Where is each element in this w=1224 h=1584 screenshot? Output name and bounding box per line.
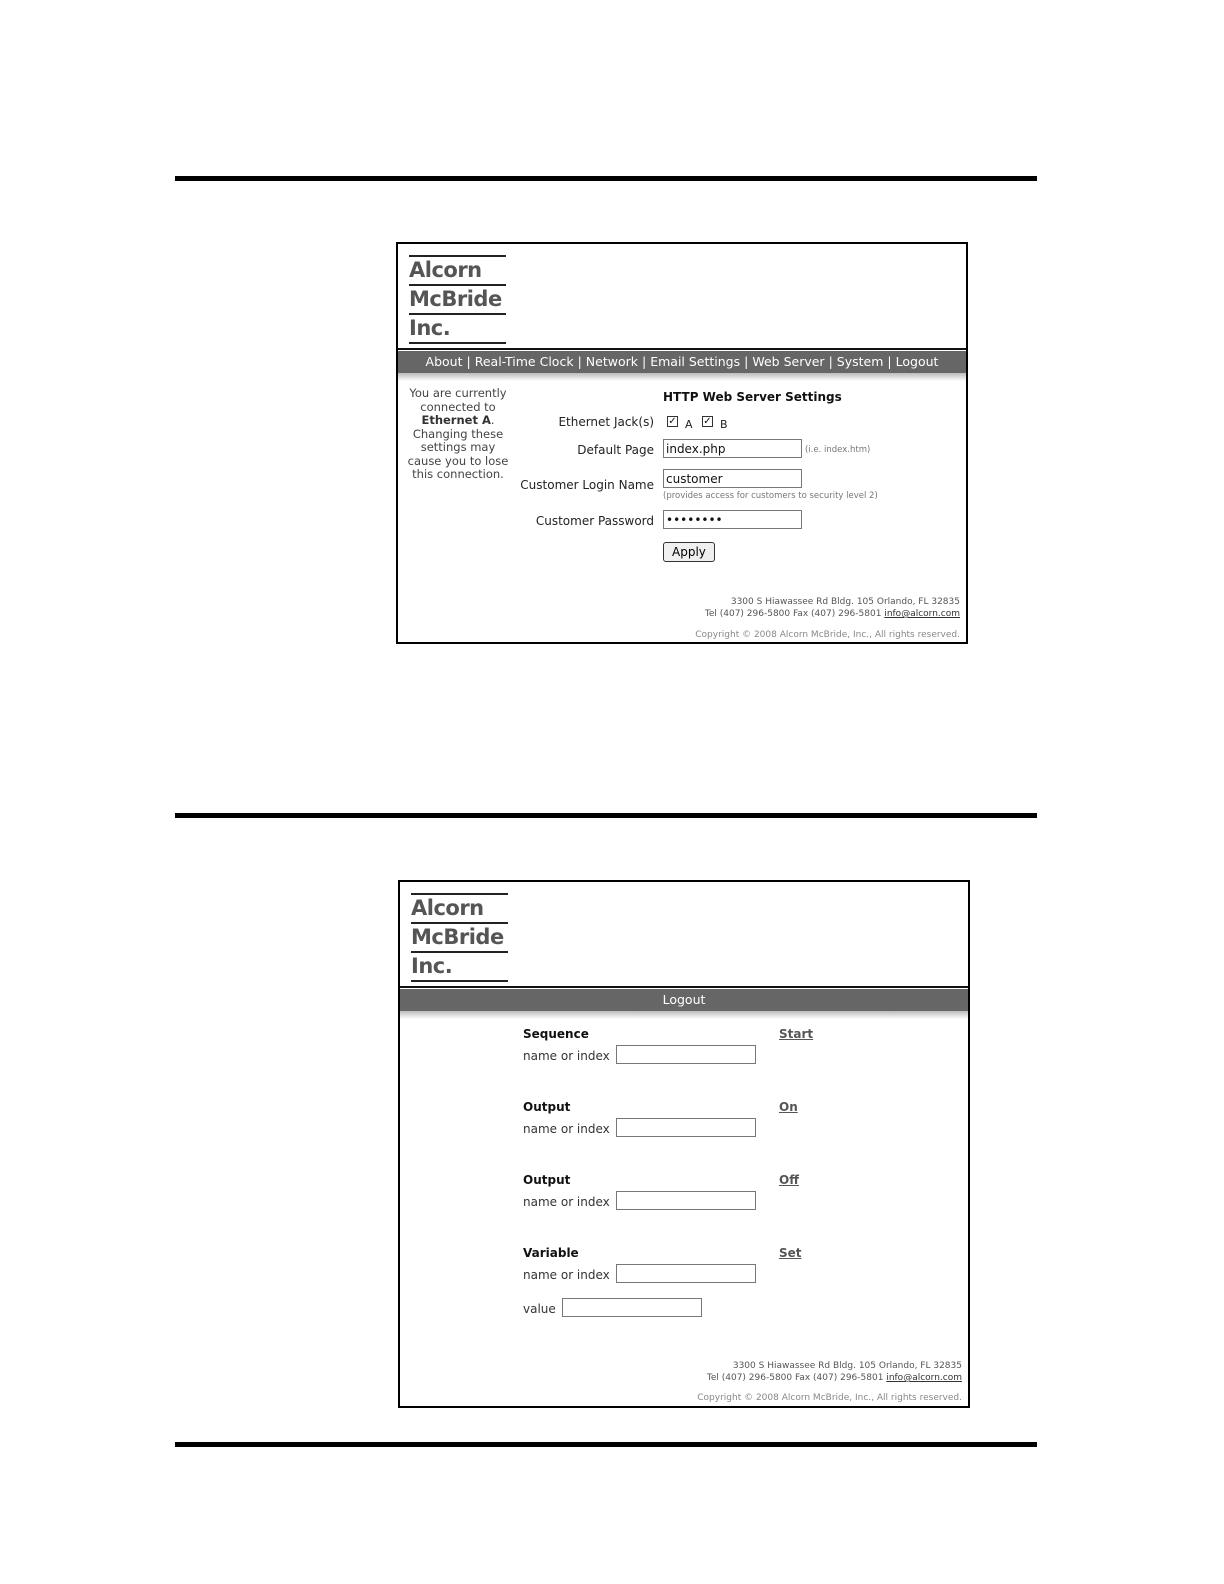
company-logo: [409, 255, 506, 344]
logo-line-2: McBride: [409, 287, 502, 311]
footer-contact: [705, 596, 960, 620]
logo-line-3: Inc.: [409, 316, 451, 340]
nav-logout[interactable]: Logout: [895, 354, 939, 369]
header-rule: [400, 986, 968, 988]
nav-about[interactable]: About: [425, 354, 463, 369]
control-screenshot: [398, 880, 970, 1408]
footer-copyright: Copyright © 2008 Alcorn McBride, Inc., All rights reserved.: [697, 1393, 962, 1403]
nav-bar: [400, 989, 968, 1011]
logo-line-3: Inc.: [411, 954, 453, 978]
login-name-hint: (provides access for customers to security level 2): [663, 491, 878, 501]
default-page-label: Default Page: [577, 443, 654, 457]
footer-phone: Tel (407) 296-5800 Fax (407) 296-5801: [704, 609, 882, 619]
output-off-input[interactable]: [616, 1191, 756, 1210]
footer-email-link[interactable]: info@alcorn.com: [884, 609, 960, 619]
jack-b-label: B: [720, 418, 728, 431]
nav-web-server[interactable]: Web Server: [752, 354, 825, 369]
variable-title: Variable: [523, 1246, 579, 1260]
apply-button[interactable]: Apply: [663, 542, 715, 562]
footer-address: 3300 S Hiawassee Rd Bldg. 105 Orlando, FL 32835: [732, 1361, 962, 1371]
default-page-hint: (i.e. index.htm): [805, 445, 871, 455]
output-on-title: Output: [523, 1100, 571, 1114]
connection-name: Ethernet A: [421, 413, 491, 427]
variable-name-input[interactable]: [616, 1264, 756, 1283]
off-link[interactable]: Off: [779, 1173, 799, 1187]
password-input[interactable]: [663, 510, 802, 529]
jack-b-checkbox[interactable]: ✓: [703, 416, 712, 427]
logo-line-1: Alcorn: [409, 258, 482, 282]
output-on-input[interactable]: [616, 1118, 756, 1137]
nav-email-settings[interactable]: Email Settings: [650, 354, 741, 369]
set-link[interactable]: Set: [779, 1246, 802, 1260]
footer-copyright: Copyright © 2008 Alcorn McBride, Inc., All rights reserved.: [695, 630, 960, 640]
connection-warning: You are currently connected to Ethernet A. Changing these settings may cause you to lose this connection.: [407, 386, 509, 481]
login-name-label: Customer Login Name: [520, 478, 654, 492]
footer-email-link[interactable]: info@alcorn.com: [886, 1373, 962, 1383]
nav-network[interactable]: Network: [585, 354, 638, 369]
web-server-settings-screenshot: [396, 242, 968, 644]
footer-contact: [707, 1360, 962, 1384]
jack-a-label: A: [685, 418, 693, 431]
nav-system[interactable]: System: [836, 354, 884, 369]
nav-bar: About | Real-Time Clock | Network | Email Settings | Web Server | System | Logout: [398, 351, 966, 373]
variable-value-label: value: [523, 1302, 556, 1316]
default-page-input[interactable]: [663, 439, 802, 458]
variable-value-input[interactable]: [562, 1298, 702, 1317]
footer-address: 3300 S Hiawassee Rd Bldg. 105 Orlando, FL 32835: [730, 597, 960, 607]
footer-phone: Tel (407) 296-5800 Fax (407) 296-5801: [706, 1373, 884, 1383]
variable-field-label: name or index: [523, 1268, 610, 1282]
output-on-field-label: name or index: [523, 1122, 610, 1136]
header-rule: [398, 348, 966, 350]
on-link[interactable]: On: [779, 1100, 798, 1114]
sequence-title: Sequence: [523, 1027, 589, 1041]
nav-shadow: [400, 1011, 968, 1019]
nav-logout[interactable]: Logout: [662, 992, 706, 1007]
nav-real-time-clock[interactable]: Real-Time Clock: [474, 354, 574, 369]
sequence-input[interactable]: [616, 1045, 756, 1064]
password-label: Customer Password: [535, 514, 654, 528]
ethernet-jacks-label: Ethernet Jack(s): [558, 415, 654, 429]
company-logo: [411, 893, 508, 982]
output-off-title: Output: [523, 1173, 571, 1187]
start-link[interactable]: Start: [779, 1027, 814, 1041]
section-heading: HTTP Web Server Settings: [663, 390, 842, 404]
logo-line-1: Alcorn: [411, 896, 484, 920]
logo-line-2: McBride: [411, 925, 504, 949]
login-name-input[interactable]: [663, 469, 802, 488]
page-rule-middle: [175, 813, 1037, 818]
output-off-field-label: name or index: [523, 1195, 610, 1209]
sequence-field-label: name or index: [523, 1049, 610, 1063]
nav-shadow: [398, 373, 966, 381]
page-rule-bottom: [175, 1442, 1037, 1447]
page-rule-top: [175, 176, 1037, 181]
jack-a-checkbox[interactable]: ✓: [668, 416, 677, 427]
